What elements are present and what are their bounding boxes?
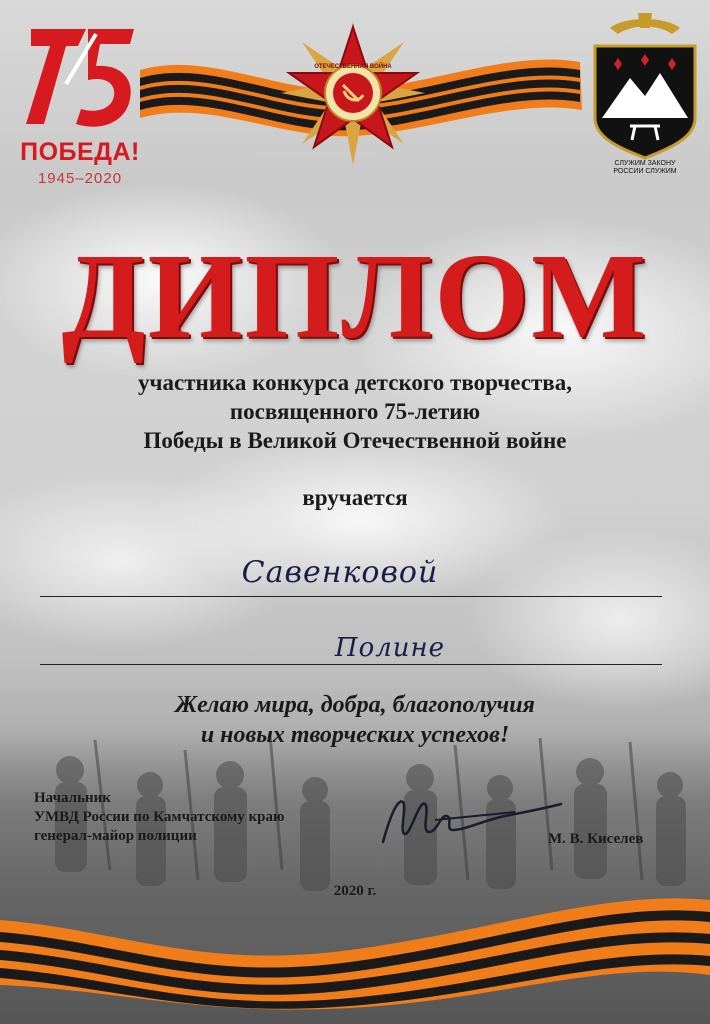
- number-75-icon: [26, 24, 136, 134]
- signer-line1: Начальник: [34, 790, 111, 806]
- logo-pobeda-text: ПОБЕДА!: [20, 138, 140, 166]
- recipient-surname: Савенковой: [241, 555, 439, 590]
- police-emblem: [590, 8, 700, 180]
- first-name-line: [40, 664, 662, 665]
- year-text: 2020 г.: [333, 883, 377, 899]
- signer-position: [34, 789, 394, 846]
- logo-years-text: 1945–2020: [37, 170, 123, 187]
- order-ring-text: ОТЕЧЕСТВЕННАЯ ВОЙНА: [314, 64, 392, 70]
- diploma-title: ДИПЛОМ: [61, 229, 649, 364]
- subtitle-line2: посвященного 75-летию: [229, 399, 481, 424]
- surname-line: [40, 596, 662, 597]
- signer-name: М. В. Киселев: [548, 831, 644, 847]
- victory-75-logo: [0, 10, 160, 195]
- recipient-first-name: Полине: [334, 633, 446, 663]
- order-patriotic-war-icon: [278, 18, 428, 168]
- subtitle-line1: участника конкурса детского творчества,: [138, 370, 572, 395]
- subtitle-line3: Победы в Великой Отечественной войне: [143, 428, 567, 453]
- emblem-motto: [590, 160, 700, 176]
- diploma-subtitle: [20, 368, 690, 455]
- wish-text: [20, 690, 690, 750]
- awarded-text: вручается: [302, 485, 408, 510]
- wish-line1: Желаю мира, добра, благополучия: [175, 692, 535, 718]
- emblem-motto-line2: РОССИИ СЛУЖИМ: [613, 168, 677, 175]
- police-emblem-icon: [590, 8, 700, 160]
- emblem-motto-line1: СЛУЖИМ ЗАКОНУ: [614, 160, 676, 167]
- wish-line2: и новых творческих успехов!: [200, 722, 510, 748]
- handwritten-signature: [375, 790, 565, 850]
- st-george-ribbon-bottom: [0, 880, 710, 1024]
- signer-line3: генерал-майор полиции: [34, 828, 197, 844]
- signer-line2: УМВД России по Камчатскому краю: [34, 809, 285, 825]
